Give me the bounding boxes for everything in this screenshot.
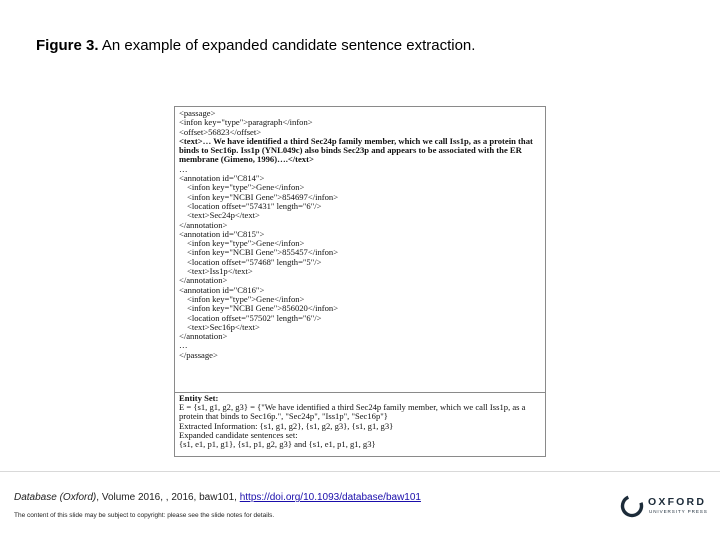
xml-line: </annotation> xyxy=(179,219,228,230)
oxford-logo-icon xyxy=(620,494,644,518)
xml-line: <text>Iss1p</text> xyxy=(187,266,253,277)
xml-line: </passage> xyxy=(179,349,218,360)
figure-panel xyxy=(174,106,546,457)
xml-line: … xyxy=(179,163,188,174)
journal-name: Database (Oxford) xyxy=(14,492,97,503)
xml-line: </annotation> xyxy=(179,331,228,342)
entity-set-heading: Entity Set: xyxy=(179,393,219,403)
figure-caption: An example of expanded candidate sentence extraction. xyxy=(101,37,476,54)
extracted-information: Extracted Information: {s1, g1, g2}, {s1, g2, g3}, {s1, g1, g3} xyxy=(179,420,394,431)
footer-divider xyxy=(0,471,720,472)
xml-line: <infon key="type">Gene</infon> xyxy=(187,182,305,193)
figure-label: Figure 3. xyxy=(36,37,99,54)
xml-line: </annotation> xyxy=(179,275,228,286)
xml-line: <annotation id="C814"> xyxy=(179,173,265,184)
xml-line: <infon key="NCBI Gene">854697</infon> xyxy=(187,191,339,202)
xml-passage xyxy=(175,107,545,391)
logo-subtitle: UNIVERSITY PRESS xyxy=(649,509,708,514)
xml-line: <infon key="type">Gene</infon> xyxy=(187,293,305,304)
xml-line: <annotation id="C815"> xyxy=(179,228,265,239)
slide-title xyxy=(36,37,676,55)
expanded-set-values: {s1, e1, p1, g1}, {s1, p1, g2, g3} and {s1, e1, p1, g1, g3} xyxy=(179,439,376,450)
xml-line: <infon key="type">Gene</infon> xyxy=(187,238,305,249)
copyright-notice: The content of this slide may be subject to copyright: please see the slide notes for details. xyxy=(14,512,275,519)
xml-line: <infon key="NCBI Gene">855457</infon> xyxy=(187,247,339,258)
xml-line: <passage> xyxy=(179,108,216,118)
xml-line: <text>Sec16p</text> xyxy=(187,321,260,332)
xml-line: <location offset="57431" length="6"/> xyxy=(187,200,322,211)
xml-line: <text>Sec24p</text> xyxy=(187,210,260,221)
entity-set xyxy=(175,394,545,456)
doi-link[interactable]: https://doi.org/10.1093/database/baw101 xyxy=(239,492,421,503)
entity-set-definition: E = {s1, g1, g2, g3} = {"We have identified a third Sec24p family member, which we call Iss1p, as a protein that binds to Sec16p.", "Sec24p", "Iss1p", "Sec16p"} xyxy=(179,402,526,422)
xml-line: <location offset="57468" length="5"/> xyxy=(187,256,322,267)
xml-text-line: <text>… We have identified a third Sec24p family member, which we call Iss1p, as a protein that binds to Sec16p. Iss1p (YNL049c) also binds Sec23p and appears to be associated with the ER membrane (Gimeno, 1996)….</text> xyxy=(179,135,533,165)
xml-line: … xyxy=(179,340,188,351)
expanded-set-label: Expanded candidate sentences set: xyxy=(179,429,298,440)
oxford-logo xyxy=(620,494,712,518)
xml-line: <offset>56823</offset> xyxy=(179,126,262,137)
citation-details: , Volume 2016, , 2016, baw101, xyxy=(96,492,237,503)
logo-wordmark: OXFORD xyxy=(648,496,707,508)
xml-line: <location offset="57502" length="6"/> xyxy=(187,312,322,323)
figure-divider xyxy=(175,392,545,393)
xml-line: <infon key="NCBI Gene">856020</infon> xyxy=(187,303,339,314)
xml-line: <annotation id="C816"> xyxy=(179,284,265,295)
citation xyxy=(14,492,574,504)
xml-line: <infon key="type">paragraph</infon> xyxy=(179,117,313,128)
